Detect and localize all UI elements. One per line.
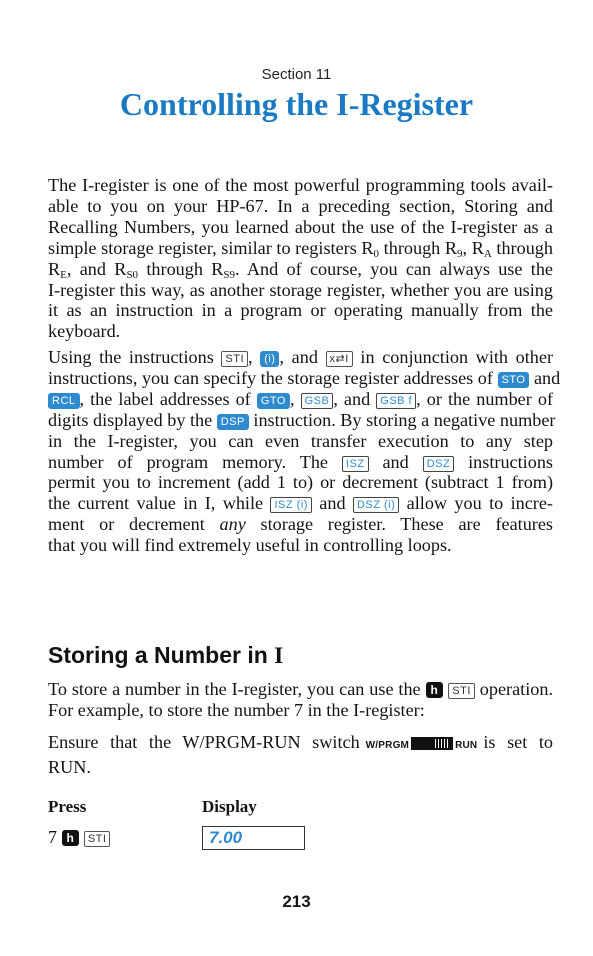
text-line: it as an instruction in a program or operating manually from the <box>48 300 553 321</box>
h-key-icon: h <box>62 830 80 846</box>
switch-paragraph <box>48 732 553 778</box>
page-number: 213 <box>282 892 311 911</box>
gsb-key-icon: GSB <box>301 393 334 409</box>
text-line: The I-register is one of the most powerful programming tools avail- <box>48 175 553 195</box>
text-line: ment or decrement any storage register. These are features <box>48 514 553 535</box>
intro-paragraph <box>48 175 553 342</box>
dsp-key-icon: DSP <box>217 414 249 430</box>
dsz-key-icon: DSZ <box>423 456 455 472</box>
section-label: Section 11 <box>261 66 332 83</box>
sti-key-icon: STI <box>84 831 111 847</box>
text-line: keyboard. <box>48 321 121 342</box>
chapter-title: Controlling the I-Register <box>119 86 474 122</box>
press-digit: 7 <box>48 827 57 847</box>
text-line: RUN. <box>48 756 91 777</box>
store-paragraph <box>48 679 553 721</box>
text-line: Recalling Numbers, you learned about the use of the I-register as a <box>48 216 553 237</box>
sti-key-icon: STI <box>448 683 475 699</box>
text-line: RCL , the label addresses of GTO , GSB , and GSB f , or the number of <box>48 389 553 410</box>
text-line: Ensure that the W/PRGM-RUN switch W/PRGM RUN is set to <box>48 732 553 757</box>
text-line: able to you on your HP-67. In a preceding section, Storing and <box>48 195 553 216</box>
rcl-key-icon: RCL <box>48 393 80 409</box>
dsz-i-key-icon: DSZ (i) <box>353 497 399 513</box>
isz-i-key-icon: ISZ (i) <box>270 497 311 513</box>
text-line: simple storage register, similar to registers $R_0$ through $R_9$, $R_A$ through <box>48 237 553 260</box>
text-line: number of program memory. The ISZ and DSZ instructions <box>48 451 553 472</box>
text-line: For example, to store the number 7 in the I-register: <box>48 699 425 720</box>
display-value: 7.00 <box>209 828 243 847</box>
x-swap-i-key-icon: x⇄I <box>326 351 353 367</box>
text-line: instructions, you can specify the storage register addresses of STO and <box>48 367 561 388</box>
text-line: $R_E$, and $R_{S0}$ through $R_{S9}$. And of course, you can always use the <box>48 258 553 281</box>
keystroke-row <box>48 827 110 848</box>
text-line: the current value in I, while ISZ (i) and DSZ (i) allow you to incre- <box>48 493 553 514</box>
sti-key-icon: STI <box>221 351 248 367</box>
text-line: To store a number in the I-register, you can use the h STI operation. <box>48 679 554 699</box>
calculator-display <box>202 826 305 850</box>
paren-i-key-icon: (i) <box>260 351 279 367</box>
text-line: that you will find extremely useful in controlling loops. <box>48 535 452 556</box>
instructions-paragraph <box>48 347 561 556</box>
wprgm-run-switch-icon: W/PRGM RUN <box>366 732 478 757</box>
press-column-header: Press <box>48 797 87 816</box>
text-line: Using the instructions STI , (i) , and x⇄I in conjunction with other <box>48 347 554 367</box>
h-key-icon: h <box>426 682 444 698</box>
gsb-f-key-icon: GSB f <box>376 393 416 409</box>
gto-key-icon: GTO <box>257 393 290 409</box>
text-line: in the I-register, you can even transfer execution to any step <box>48 430 553 451</box>
text-line: I-register this way, as another storage register, whether you are using <box>48 279 553 300</box>
sto-key-icon: STO <box>498 372 530 388</box>
display-column-header: Display <box>202 797 257 816</box>
text-line: digits displayed by the DSP instruction. By storing a negative number <box>48 409 556 430</box>
text-line: permit you to increment (add 1 to) or decrement (subtract 1 from) <box>48 472 553 493</box>
section-heading: Storing a Number in I <box>48 642 284 668</box>
isz-key-icon: ISZ <box>342 456 369 472</box>
